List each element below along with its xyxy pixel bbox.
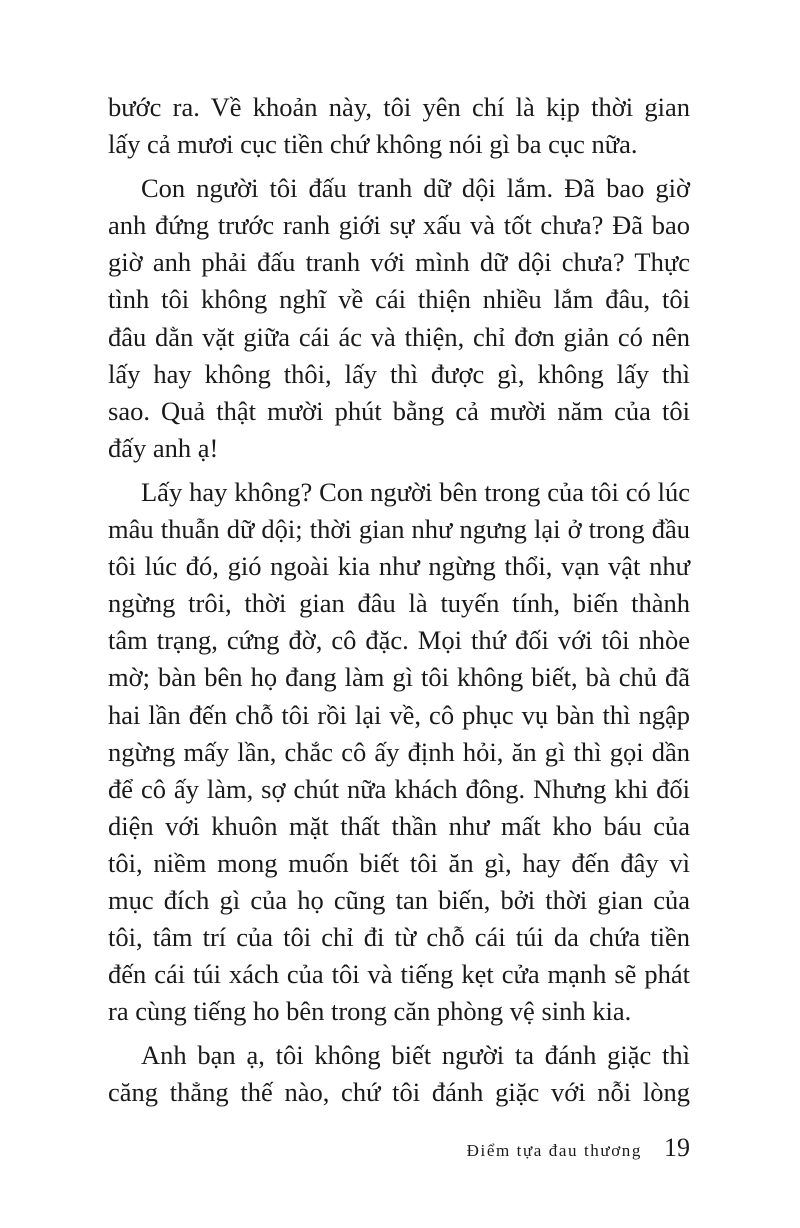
paragraph-gap xyxy=(108,1030,690,1037)
text-line: lấy hay không thôi, lấy thì được gì, không lấy thì xyxy=(108,358,690,389)
page-number: 19 xyxy=(664,1133,690,1162)
text-line: lấy cả mươi cục tiền chứ không nói gì ba cục nữa. xyxy=(108,129,638,160)
text-line: bước ra. Về khoản này, tôi yên chí là kịp thời gian xyxy=(108,92,690,122)
paragraph xyxy=(108,89,690,163)
paragraph-gap xyxy=(108,163,690,170)
text-line: đâu dằn vặt giữa cái ác và thiện, chỉ đơn giản có nên xyxy=(108,321,690,352)
text-line: giờ anh phải đấu tranh với mình dữ dội chưa? Thực xyxy=(108,247,690,278)
text-line: mờ; bàn bên họ đang làm gì tôi không biết, bà chủ đã xyxy=(108,662,690,693)
text-line: mâu thuẫn dữ dội; thời gian như ngưng lại ở trong đầu xyxy=(108,514,690,545)
body-text xyxy=(108,89,690,1112)
text-line: hai lần đến chỗ tôi rồi lại về, cô phục vụ bàn thì ngập xyxy=(108,699,690,730)
text-line: ngừng mấy lần, chắc cô ấy định hỏi, ăn gì thì gọi dần xyxy=(108,736,690,767)
text-line: sao. Quả thật mười phút bằng cả mười năm của tôi xyxy=(108,395,690,426)
text-line: Con người tôi đấu tranh dữ dội lắm. Đã bao giờ xyxy=(141,173,690,204)
text-line: ngừng trôi, thời gian đâu là tuyến tính, biến thành xyxy=(108,588,690,619)
text-line: tôi, tâm trí của tôi chỉ đi từ chỗ cái túi da chứa tiền xyxy=(108,922,690,953)
text-line: anh đứng trước ranh giới sự xấu và tốt chưa? Đã bao xyxy=(108,210,690,241)
text-line: Anh bạn ạ, tôi không biết người ta đánh giặc thì xyxy=(141,1040,690,1071)
text-line: ra cùng tiếng ho bên trong căn phòng vệ sinh kia. xyxy=(108,996,632,1027)
text-line: diện với khuôn mặt thất thần như mất kho báu của xyxy=(108,810,690,841)
paragraph-gap xyxy=(108,467,690,474)
text-line: tâm trạng, cứng đờ, cô đặc. Mọi thứ đối với tôi nhòe xyxy=(108,625,690,656)
text-line: đến cái túi xách của tôi và tiếng kẹt cửa mạnh sẽ phát xyxy=(108,959,690,990)
text-line: mục đích gì của họ cũng tan biến, bởi thời gian của xyxy=(108,884,690,915)
paragraph xyxy=(108,170,690,467)
text-line: để cô ấy làm, sợ chút nữa khách đông. Nhưng khi đối xyxy=(108,773,690,804)
paragraph xyxy=(108,474,690,1030)
paragraph xyxy=(108,1037,690,1111)
text-line: đấy anh ạ! xyxy=(108,432,219,463)
text-line: căng thẳng thế nào, chứ tôi đánh giặc với nỗi lòng xyxy=(108,1077,690,1108)
text-line: tôi, niềm mong muốn biết tôi ăn gì, hay đến đây vì xyxy=(108,847,690,878)
page-footer xyxy=(430,1133,690,1169)
running-title: Điểm tựa đau thương xyxy=(466,1141,642,1160)
text-line: Lấy hay không? Con người bên trong của tôi có lúc xyxy=(141,476,690,507)
text-line: tình tôi không nghĩ về cái thiện nhiều lắm đâu, tôi xyxy=(108,284,690,315)
text-line: tôi lúc đó, gió ngoài kia như ngừng thổi, vạn vật như xyxy=(108,551,690,582)
